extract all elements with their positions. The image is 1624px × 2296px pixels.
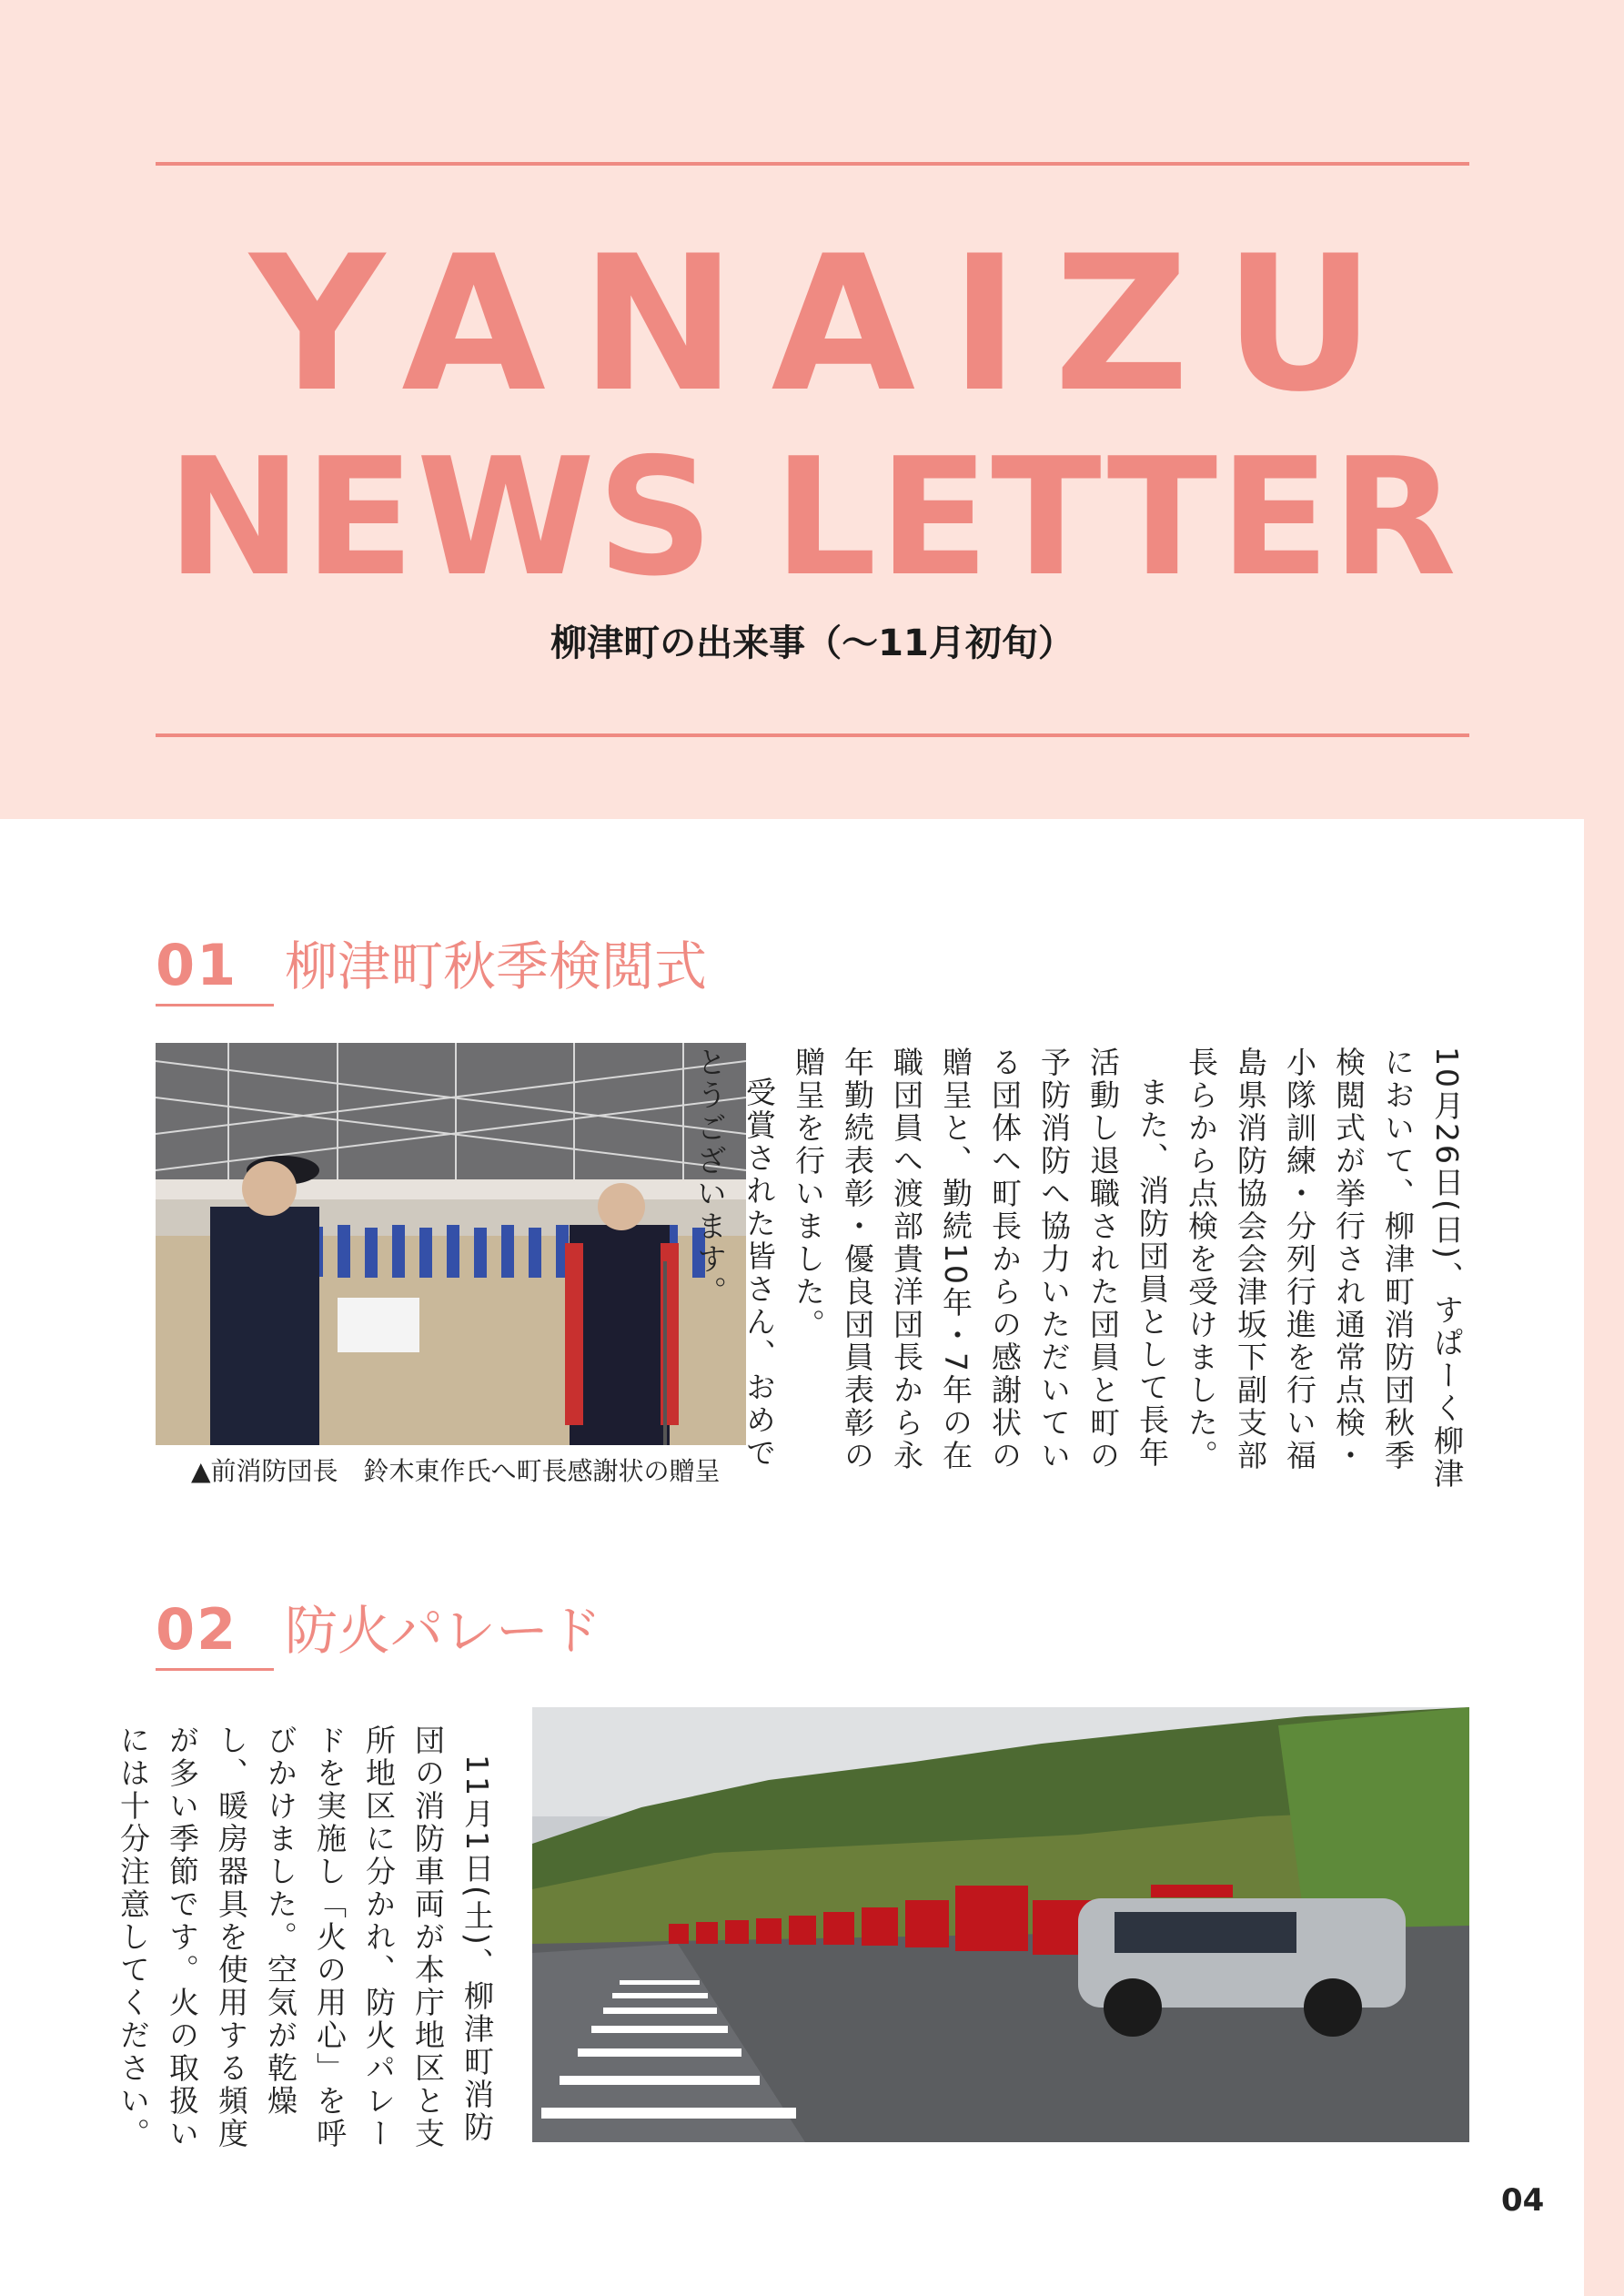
section-02-body — [116, 1725, 501, 2170]
newsletter-title-line1: YANAIZU — [249, 217, 1410, 433]
section-02-paragraph: 11月1日(土)、柳津町消防団の消防車両が本庁地区と支所地区に分かれ、防火パレードを実施し「火の用心」を呼びかけました。空気が乾燥し、暖房器具を使用する頻度が多い季節です。火の取扱いには十分注意してください。 — [116, 1725, 495, 2150]
section-02-title: 防火パレード — [285, 1600, 602, 1662]
photo-ceremony-caption: ▲前消防団長 鈴木東作氏へ町長感謝状の贈呈 — [191, 1456, 721, 1486]
section-01-body — [692, 1047, 1471, 1502]
section-01-paragraph: また、消防団員として長年活動し退職された団員と町の予防消防へ協力いただいている団体へ町長からの感謝状の贈呈と、勤続10年・7年の在職団員へ渡部貴洋団長から永年勤続表彰・優良団員表彰の贈呈を行いました。 — [791, 1047, 1170, 1472]
section-01-paragraph: 受賞された皆さん、おめでとうございます。 — [692, 1047, 777, 1470]
newsletter-subtitle: 柳津町の出来事（〜11月初旬） — [550, 622, 1074, 664]
section-02-number: 02 — [156, 1596, 274, 1671]
section-01-paragraph: 10月26日(日)、すぱーく柳津において、柳津町消防団秋季検閲式が挙行され通常点検・小隊訓練・分列行進を行い福島県消防協会会津坂下副支部長らから点検を受けました。 — [1184, 1047, 1465, 1491]
newsletter-title-line2: NEWS LETTER — [166, 423, 1458, 612]
page-number: 04 — [1501, 2182, 1545, 2219]
parade-photo-illustration — [532, 1707, 1469, 2142]
section-01-heading — [156, 924, 707, 1006]
section-02-heading — [156, 1588, 601, 1671]
side-strip — [1584, 819, 1624, 2296]
section-01-title: 柳津町秋季検閲式 — [285, 936, 708, 997]
ceremony-photo-illustration — [156, 1043, 746, 1445]
header-top-rule — [156, 162, 1469, 166]
section-01-number: 01 — [156, 932, 274, 1006]
photo-parade — [532, 1707, 1469, 2142]
photo-ceremony — [156, 1043, 746, 1445]
header-bottom-rule — [156, 733, 1469, 737]
